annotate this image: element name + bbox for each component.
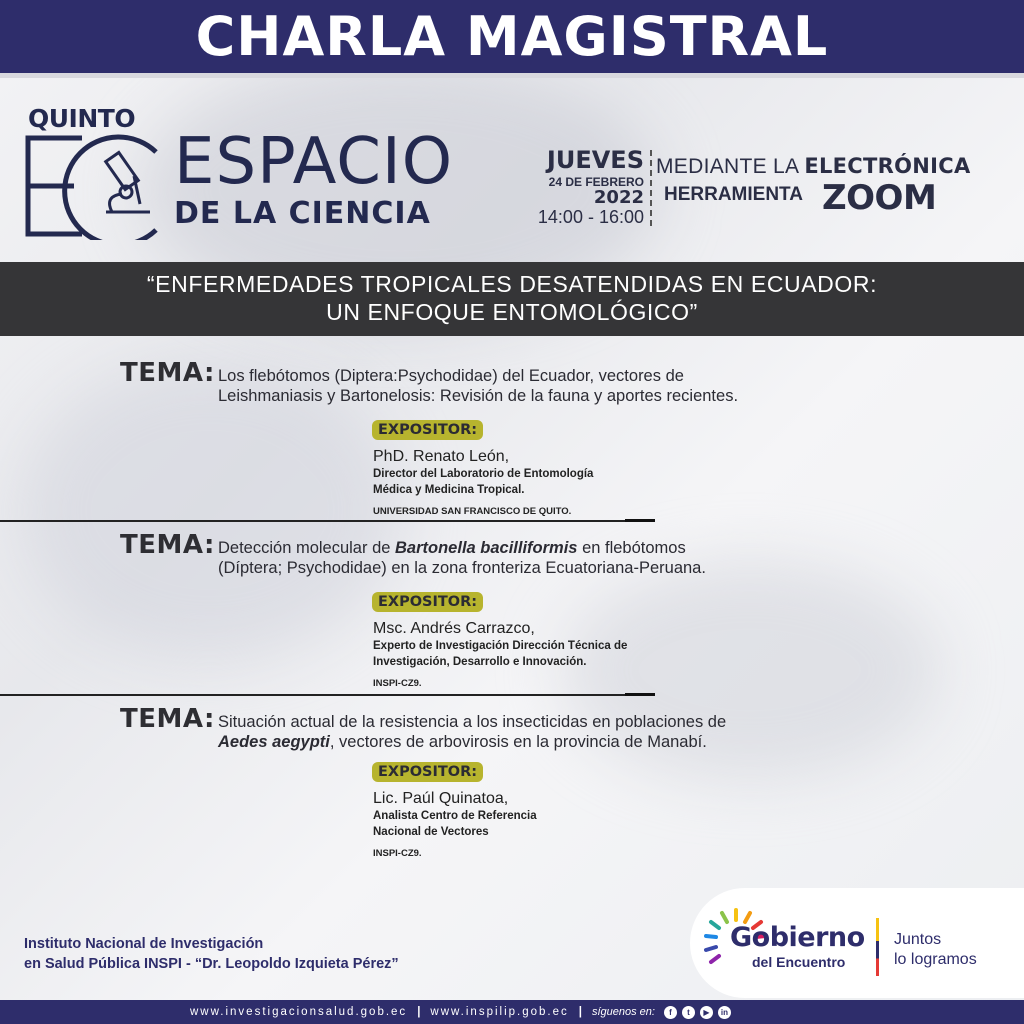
espacio-ciencia-logo xyxy=(22,100,492,242)
website-link-2[interactable]: www.inspilip.gob.ec xyxy=(430,1006,569,1018)
topic-text-suffix: en flebótomos xyxy=(577,539,686,557)
expositor-badge: EXPOSITOR: xyxy=(372,420,483,440)
tema-label: TEMA: xyxy=(120,704,215,734)
banner-title: CHARLA MAGISTRAL xyxy=(195,5,829,68)
logo-de-la-ciencia: DE LA CIENCIA xyxy=(174,196,431,231)
del-encuentro-text: del Encuentro xyxy=(752,954,846,970)
logo-quinto: QUINTO xyxy=(28,104,136,133)
topic-text-suffix: , vectores de arbovirosis en la provincia de Manabí. xyxy=(329,733,707,752)
institute-name xyxy=(24,934,399,975)
gobierno-text: Gobierno xyxy=(730,922,865,953)
topic-text-line xyxy=(218,732,858,752)
topic-text-line: Los flebótomos (Diptera:Psychodidae) del Ecuador, vectores de xyxy=(218,367,684,385)
speaker-institution: UNIVERSIDAD SAN FRANCISCO DE QUITO. xyxy=(373,505,572,517)
expositor-badge: EXPOSITOR: xyxy=(372,592,483,612)
speaker-name: Lic. Paúl Quinatoa, xyxy=(373,790,509,807)
tricolor-divider xyxy=(876,918,879,976)
tema-label: TEMA: xyxy=(120,358,215,388)
speaker-name: PhD. Renato León, xyxy=(373,448,510,465)
speaker xyxy=(373,620,627,689)
herramienta-text: HERRAMIENTA xyxy=(664,184,803,205)
footer-divider: | xyxy=(417,1006,421,1018)
logo-espacio: ESPACIO xyxy=(174,125,454,199)
speaker-role: Nacional de Vectores xyxy=(373,825,489,838)
topic-text xyxy=(218,366,858,407)
topic-text-line xyxy=(218,538,858,558)
speaker-role: Médica y Medicina Tropical. xyxy=(373,483,525,496)
mediante-text: MEDIANTE LA xyxy=(656,155,799,178)
expositor-badge: EXPOSITOR: xyxy=(372,762,483,782)
separator xyxy=(0,694,655,696)
speaker-role: Investigación, Desarrollo e Innovación. xyxy=(373,655,587,668)
event-day: JUEVES xyxy=(546,146,644,174)
linkedin-icon[interactable]: in xyxy=(718,1006,731,1019)
speaker xyxy=(373,448,593,517)
event-date xyxy=(494,148,644,228)
website-link-1[interactable]: www.investigacionsalud.gob.ec xyxy=(190,1006,408,1018)
top-banner xyxy=(0,0,1024,78)
event-date-text: 24 DE FEBRERO xyxy=(548,175,644,189)
speaker-role: Analista Centro de Referencia xyxy=(373,809,537,822)
topic-text-line: (Díptera; Psychodidae) en la zona fronteriza Ecuatoriana-Peruana. xyxy=(218,559,706,578)
topic-text xyxy=(218,712,858,753)
event-time: 14:00 - 16:00 xyxy=(537,206,644,227)
event-year: 2022 xyxy=(593,187,644,208)
speaker xyxy=(373,790,537,859)
slogan-line: Juntos xyxy=(894,931,942,948)
twitter-icon[interactable]: t xyxy=(682,1006,695,1019)
electronica-text: ELECTRÓNICA xyxy=(804,154,971,178)
footer-bar xyxy=(0,1000,1024,1024)
platform-info xyxy=(656,154,1016,218)
talk-title-bar xyxy=(0,262,1024,336)
microscope-ec-icon xyxy=(22,134,182,240)
institute-line: Instituto Nacional de Investigación xyxy=(24,936,264,952)
species-name: Aedes aegypti xyxy=(218,733,330,752)
slogan-line: lo logramos xyxy=(894,951,977,968)
species-name: Bartonella bacilliformis xyxy=(395,539,578,557)
gobierno-logo xyxy=(690,888,1024,998)
zoom-text: ZOOM xyxy=(822,178,937,218)
facebook-icon[interactable]: f xyxy=(664,1006,677,1019)
siguenos-text: síguenos en: xyxy=(591,1006,655,1018)
speaker-role: Experto de Investigación Dirección Técnica de xyxy=(373,639,628,652)
topic-text-prefix: Detección molecular de xyxy=(218,539,396,557)
topic-text xyxy=(218,538,858,579)
separator xyxy=(0,520,655,522)
speaker-role: Director del Laboratorio de Entomología xyxy=(373,467,594,480)
speaker-institution: INSPI-CZ9. xyxy=(373,677,422,689)
slogan xyxy=(894,930,977,970)
topic-text-line: Situación actual de la resistencia a los insecticidas en poblaciones de xyxy=(218,713,727,731)
talk-title-line1: “ENFERMEDADES TROPICALES DESATENDIDAS EN ECUADOR: xyxy=(146,271,878,298)
tema-label: TEMA: xyxy=(120,530,215,560)
speaker-name: Msc. Andrés Carrazco, xyxy=(373,620,535,637)
divider xyxy=(650,150,652,226)
topic-text-line: Leishmaniasis y Bartonelosis: Revisión de la fauna y aportes recientes. xyxy=(218,387,739,406)
institute-line: en Salud Pública INSPI - “Dr. Leopoldo Izquieta Pérez” xyxy=(24,956,399,973)
talk-title-line2: UN ENFOQUE ENTOMOLÓGICO” xyxy=(326,299,698,325)
footer-divider: | xyxy=(578,1006,582,1018)
speaker-institution: INSPI-CZ9. xyxy=(373,847,422,859)
youtube-icon[interactable]: ▶ xyxy=(700,1006,713,1019)
